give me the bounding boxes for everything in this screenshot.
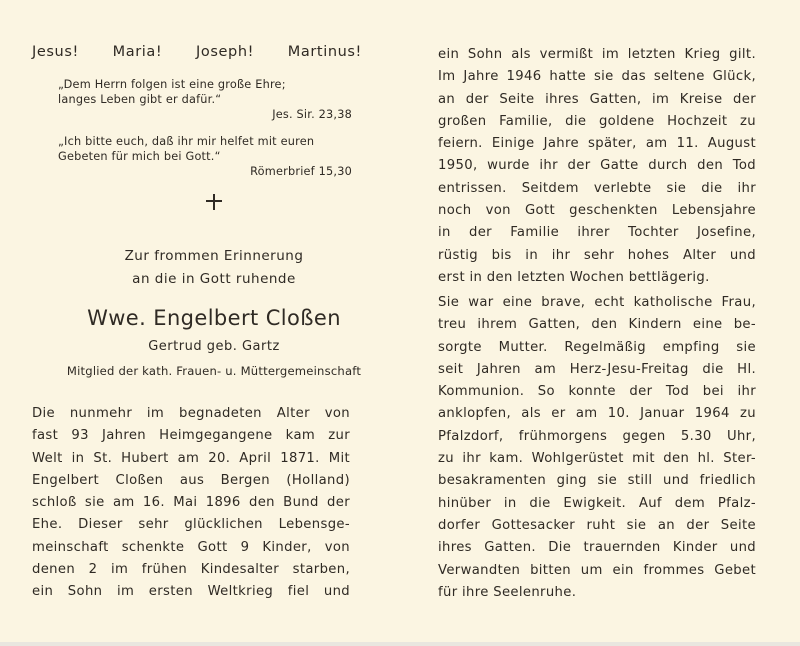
invocation-line [32,44,362,60]
text-line: erst in den letzten Wochen bettlägerig. [438,269,710,285]
text-line: Pfalzdorf, frühmorgens gegen 5.30 Uhr, [438,428,756,444]
text-line: schloß sie am 16. Mai 1896 den Bund der [32,495,350,511]
scripture-quote-1 [58,77,358,122]
scripture-quote-2 [58,134,358,179]
text-line: in der Familie ihrer Tochter Josefine, [438,225,756,241]
text-line: noch von Gott geschenkten Lebensjahre [438,203,756,219]
text-line: Welt in St. Hubert am 20. April 1871. Mit [32,450,350,466]
character-paragraph [438,292,756,604]
text-line: fast 93 Jahren Heimgegangene kam zur [32,428,350,444]
quote-line: „Dem Herrn folgen ist eine große Ehre; [58,78,286,91]
biography-continuation-paragraph [438,44,756,289]
quote-line: Gebeten für mich bei Gott.“ [58,150,221,163]
text-line: anklopfen, als er am 10. Januar 1964 zu [438,406,756,422]
text-line: treu ihrem Gatten, den Kindern eine be- [438,317,756,333]
text-line: seit Jahren am Herz-Jesu-Freitag die Hl. [438,361,756,377]
text-line: entrissen. Seitdem verlebte sie die ihr [438,180,756,196]
text-line: Kommunion. So konnte der Tod bei ihr [438,384,756,400]
text-line: Engelbert Cloßen aus Bergen (Holland) [32,472,350,488]
text-line: meinschaft schenkte Gott 9 Kinder, von [32,539,350,555]
text-line: Ehe. Dieser sehr glücklichen Lebensge- [32,517,350,533]
memorial-line-1: Zur frommen Erinnerung [124,248,304,264]
text-line: Im Jahre 1946 hatte sie das seltene Glück, [438,69,756,85]
cross-icon [206,194,222,210]
text-line: feiern. Einige Jahre später, am 11. August [438,136,756,152]
text-line: sorgte Mutter. Regelmäßig empfing sie [438,339,756,355]
quote-reference: Römerbrief 15,30 [250,165,352,178]
text-line: denen 2 im frühen Kindesalter starben, [32,562,350,578]
text-line: rüstig bis in ihr sehr hohes Alter und [438,247,756,263]
text-line: besakramenten ging sie still und friedlich [438,473,756,489]
memorial-line-2: an die in Gott ruhende [132,271,296,287]
text-line: großen Familie, die goldene Hochzeit zu [438,113,756,129]
deceased-name: Wwe. Engelbert Cloßen [87,306,341,330]
text-line: zu ihr kam. Wohlgerüstet mit den hl. Ster- [438,451,756,467]
quote-line: langes Leben gibt er dafür.“ [58,93,222,106]
invocation-martinus: Martinus! [287,44,362,60]
text-line: Die nunmehr im begnadeten Alter von [32,406,350,421]
text-line: an der Seite ihres Gatten, im Kreise der [438,91,756,107]
text-line: ihres Gatten. Die trauernden Kinder und [438,540,756,556]
text-line: ein Sohn im ersten Weltkrieg fiel und [32,584,350,600]
text-line: Verwandten bitten um ein frommes Gebet [438,562,756,578]
maiden-name: Gertrud geb. Gartz [148,339,280,354]
text-line: ein Sohn als vermißt im letzten Krieg gilt. [438,47,756,62]
text-line: Sie war eine brave, echt katholische Frau, [438,295,756,310]
membership-line: Mitglied der kath. Frauen- u. Müttergemeinschaft [66,364,362,378]
invocation-jesus: Jesus! [32,44,79,60]
text-line: für ihre Seelenruhe. [438,584,577,600]
text-line: hinüber in die Ewigkeit. Auf dem Pfalz- [438,495,756,511]
biography-paragraph [32,403,350,604]
text-line: 1950, wurde ihr der Gatte durch den Tod [438,158,756,174]
invocation-maria: Maria! [112,44,163,60]
text-line: dorfer Gottesacker ruht sie an der Seite [438,517,756,533]
quote-line: „Ich bitte euch, daß ihr mir helfet mit euren [58,135,315,148]
invocation-joseph: Joseph! [196,44,255,60]
quote-reference: Jes. Sir. 23,38 [272,108,352,121]
